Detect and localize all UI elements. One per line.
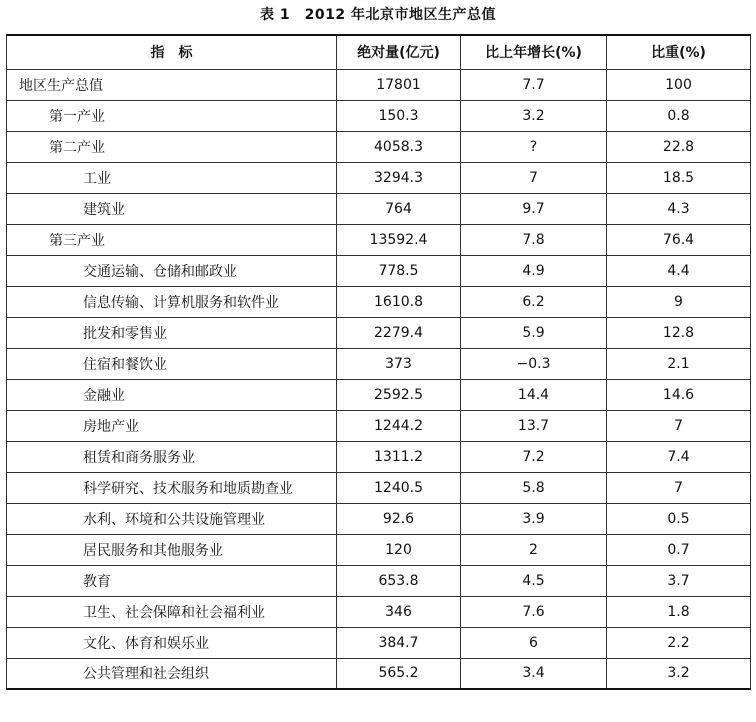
indicator-name: 交通运输、仓储和邮政业 bbox=[7, 255, 337, 286]
absolute-value: 120 bbox=[337, 534, 461, 565]
table-row bbox=[7, 410, 751, 441]
growth-value: 7.8 bbox=[461, 224, 607, 255]
share-value: 100 bbox=[607, 69, 751, 100]
indicator-name: 水利、环境和公共设施管理业 bbox=[7, 503, 337, 534]
table-row bbox=[7, 224, 751, 255]
header-growth: 比上年增长(%) bbox=[461, 35, 607, 69]
indicator-name: 卫生、社会保障和社会福利业 bbox=[7, 596, 337, 627]
growth-value: 9.7 bbox=[461, 193, 607, 224]
absolute-value: 17801 bbox=[337, 69, 461, 100]
absolute-value: 4058.3 bbox=[337, 131, 461, 162]
indicator-name: 金融业 bbox=[7, 379, 337, 410]
growth-value: 2 bbox=[461, 534, 607, 565]
share-value: 3.7 bbox=[607, 565, 751, 596]
growth-value: 3.4 bbox=[461, 658, 607, 689]
share-value: 2.2 bbox=[607, 627, 751, 658]
table-row bbox=[7, 255, 751, 286]
indicator-name: 科学研究、技术服务和地质勘查业 bbox=[7, 472, 337, 503]
growth-value: 5.8 bbox=[461, 472, 607, 503]
table-row bbox=[7, 503, 751, 534]
table-row bbox=[7, 534, 751, 565]
indicator-name: 工业 bbox=[7, 162, 337, 193]
absolute-value: 3294.3 bbox=[337, 162, 461, 193]
growth-value: −0.3 bbox=[461, 348, 607, 379]
absolute-value: 1610.8 bbox=[337, 286, 461, 317]
indicator-name: 批发和零售业 bbox=[7, 317, 337, 348]
indicator-name: 地区生产总值 bbox=[7, 69, 337, 100]
share-value: 2.1 bbox=[607, 348, 751, 379]
header-row bbox=[7, 35, 751, 69]
share-value: 4.3 bbox=[607, 193, 751, 224]
table-title: 表 1 2012 年北京市地区生产总值 bbox=[260, 7, 496, 23]
share-value: 4.4 bbox=[607, 255, 751, 286]
table-row bbox=[7, 131, 751, 162]
gdp-table bbox=[6, 34, 751, 690]
absolute-value: 653.8 bbox=[337, 565, 461, 596]
table-row bbox=[7, 472, 751, 503]
share-value: 7.4 bbox=[607, 441, 751, 472]
absolute-value: 373 bbox=[337, 348, 461, 379]
absolute-value: 13592.4 bbox=[337, 224, 461, 255]
table-row bbox=[7, 441, 751, 472]
absolute-value: 778.5 bbox=[337, 255, 461, 286]
table-row bbox=[7, 658, 751, 689]
indicator-name: 信息传输、计算机服务和软件业 bbox=[7, 286, 337, 317]
share-value: 3.2 bbox=[607, 658, 751, 689]
share-value: 22.8 bbox=[607, 131, 751, 162]
header-share: 比重(%) bbox=[607, 35, 751, 69]
share-value: 7 bbox=[607, 472, 751, 503]
absolute-value: 764 bbox=[337, 193, 461, 224]
table-row bbox=[7, 100, 751, 131]
share-value: 9 bbox=[607, 286, 751, 317]
growth-value: 14.4 bbox=[461, 379, 607, 410]
indicator-name: 住宿和餐饮业 bbox=[7, 348, 337, 379]
table-row bbox=[7, 317, 751, 348]
growth-value: 6 bbox=[461, 627, 607, 658]
share-value: 76.4 bbox=[607, 224, 751, 255]
absolute-value: 346 bbox=[337, 596, 461, 627]
growth-value: 7.2 bbox=[461, 441, 607, 472]
absolute-value: 384.7 bbox=[337, 627, 461, 658]
growth-value: 3.9 bbox=[461, 503, 607, 534]
indicator-name: 文化、体育和娱乐业 bbox=[7, 627, 337, 658]
growth-value: 7.7 bbox=[461, 69, 607, 100]
indicator-name: 房地产业 bbox=[7, 410, 337, 441]
absolute-value: 1240.5 bbox=[337, 472, 461, 503]
share-value: 14.6 bbox=[607, 379, 751, 410]
growth-value: 13.7 bbox=[461, 410, 607, 441]
absolute-value: 1311.2 bbox=[337, 441, 461, 472]
indicator-name: 第三产业 bbox=[7, 224, 337, 255]
growth-value: 7.6 bbox=[461, 596, 607, 627]
table-row bbox=[7, 348, 751, 379]
table-row bbox=[7, 286, 751, 317]
indicator-name: 公共管理和社会组织 bbox=[7, 658, 337, 689]
absolute-value: 92.6 bbox=[337, 503, 461, 534]
absolute-value: 150.3 bbox=[337, 100, 461, 131]
growth-value: 4.9 bbox=[461, 255, 607, 286]
share-value: 0.5 bbox=[607, 503, 751, 534]
header-absolute: 绝对量(亿元) bbox=[337, 35, 461, 69]
table-row bbox=[7, 596, 751, 627]
absolute-value: 1244.2 bbox=[337, 410, 461, 441]
table-row bbox=[7, 627, 751, 658]
table-row bbox=[7, 565, 751, 596]
absolute-value: 2279.4 bbox=[337, 317, 461, 348]
growth-value: 3.2 bbox=[461, 100, 607, 131]
table-row bbox=[7, 379, 751, 410]
indicator-name: 教育 bbox=[7, 565, 337, 596]
growth-value: 7 bbox=[461, 162, 607, 193]
growth-value: 6.2 bbox=[461, 286, 607, 317]
header-indicator: 指 标 bbox=[7, 35, 337, 69]
share-value: 0.7 bbox=[607, 534, 751, 565]
share-value: 12.8 bbox=[607, 317, 751, 348]
table-row bbox=[7, 69, 751, 100]
growth-value: 5.9 bbox=[461, 317, 607, 348]
absolute-value: 2592.5 bbox=[337, 379, 461, 410]
indicator-name: 第一产业 bbox=[7, 100, 337, 131]
share-value: 18.5 bbox=[607, 162, 751, 193]
table-row bbox=[7, 193, 751, 224]
share-value: 1.8 bbox=[607, 596, 751, 627]
indicator-name: 居民服务和其他服务业 bbox=[7, 534, 337, 565]
table-row bbox=[7, 162, 751, 193]
share-value: 7 bbox=[607, 410, 751, 441]
absolute-value: 565.2 bbox=[337, 658, 461, 689]
growth-value: 4.5 bbox=[461, 565, 607, 596]
indicator-name: 租赁和商务服务业 bbox=[7, 441, 337, 472]
share-value: 0.8 bbox=[607, 100, 751, 131]
indicator-name: 建筑业 bbox=[7, 193, 337, 224]
indicator-name: 第二产业 bbox=[7, 131, 337, 162]
growth-value: ? bbox=[461, 131, 607, 162]
